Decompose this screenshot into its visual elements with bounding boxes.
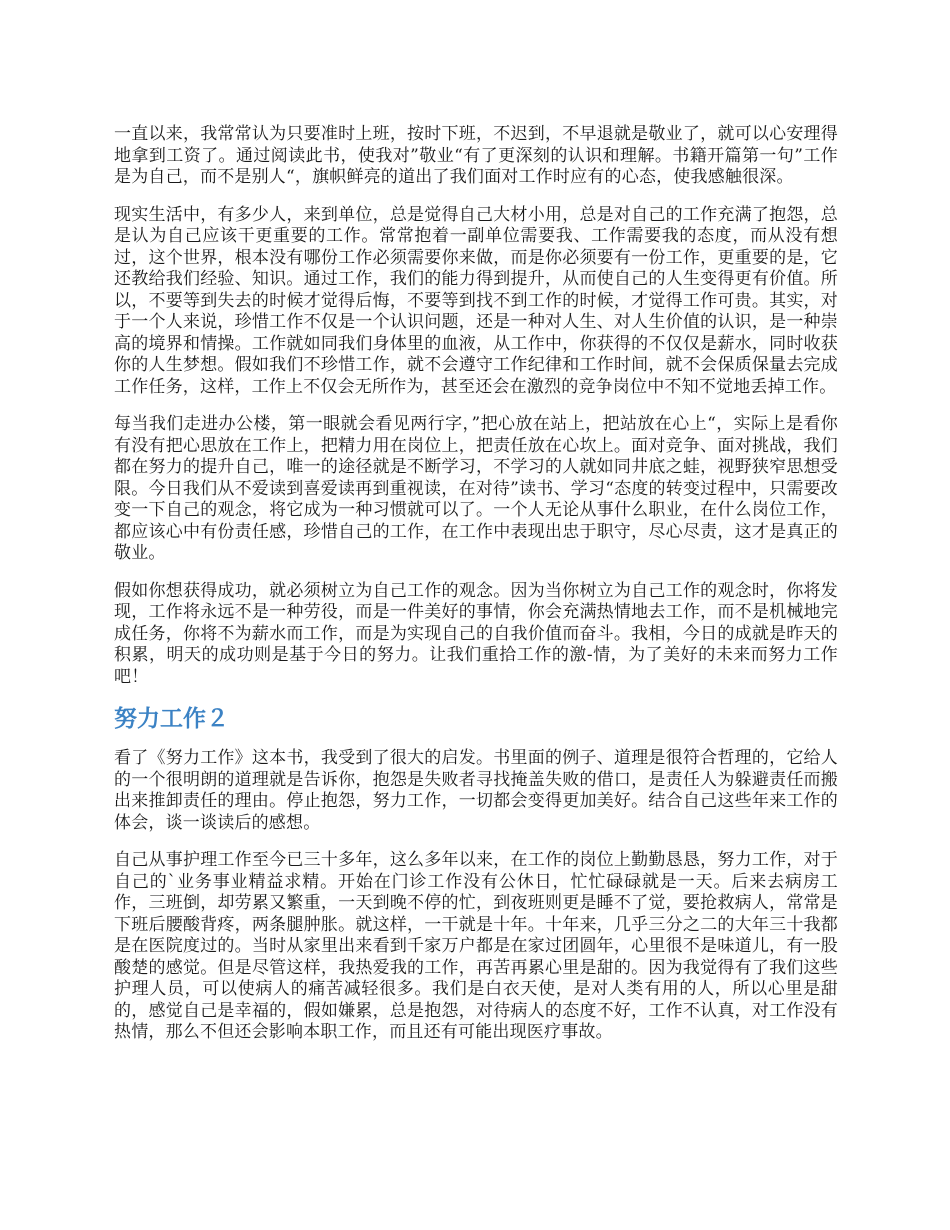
paragraph-4: 假如你想获得成功，就必须树立为自己工作的观念。因为当你树立为自己工作的观念时，你将发现，工作将永远不是一种劳役，而是一件美好的事情，你会充满热情地去工作，而不是机械地完成任务，你将不为薪水而工作，而是为实现自己的自我价值而奋斗。我相，今日的成就是昨天的积累，明天的成功则是基于今日的努力。让我们重拾工作的激-情，为了美好的未来而努力工作吧！ [114,580,838,687]
paragraph-1: 一直以来，我常常认为只要准时上班，按时下班，不迟到，不早退就是敬业了，就可以心安理得地拿到工资了。通过阅读此书，使我对”敬业“有了更深刻的认识和理解。书籍开篇第一句”工作是为自己，而不是别人“，旗帜鲜亮的道出了我们面对工作时应有的心态，使我感触很深。 [114,124,838,187]
paragraph-5: 看了《努力工作》这本书，我受到了很大的启发。书里面的例子、道理是很符合哲理的，它给人的一个很明朗的道理就是告诉你，抱怨是失败者寻找掩盖失败的借口，是责任人为躲避责任而搬出来推卸责任的理由。停止抱怨，努力工作，一切都会变得更加美好。结合自己这些年来工作的体会，谈一谈读后的感想。 [114,748,838,833]
paragraph-2: 现实生活中，有多少人，来到单位，总是觉得自己大材小用，总是对自己的工作充满了抱怨，总是认为自己应该干更重要的工作。常常抱着一副单位需要我、工作需要我的态度，而从没有想过，这个世界，根本没有哪份工作必须需要你来做，而是你必须要有一份工作，更重要的是，它还教给我们经验、知识。通过工作，我们的能力得到提升，从而使自己的人生变得更有价值。所以，不要等到失去的时候才觉得后悔，不要等到找不到工作的时候，才觉得工作可贵。其实，对于一个人来说，珍惜工作不仅是一个认识问题，还是一种对人生、对人生价值的认识，是一种崇高的境界和情操。工作就如同我们身体里的血液，从工作中，你获得的不仅仅是薪水，同时收获你的人生梦想。假如我们不珍惜工作，就不会遵守工作纪律和工作时间，就不会保质保量去完成工作任务，这样，工作上不仅会无所作为，甚至还会在激烈的竞争岗位中不知不觉地丢掉工作。 [114,204,838,397]
paragraph-3: 每当我们走进办公楼，第一眼就会看见两行字，”把心放在站上，把站放在心上“，实际上是看你有没有把心思放在工作上，把精力用在岗位上，把责任放在心坎上。面对竞争、面对挑战，我们都在努力的提升自己，唯一的途径就是不断学习，不学习的人就如同井底之蛙，视野狭窄思想受限。今日我们从不爱读到喜爱读再到重视读，在对待”读书、学习“态度的转变过程中，只需要改变一下自己的观念，将它成为一种习惯就可以了。一个人无论从事什么职业，在什么岗位工作，都应该心中有份责任感，珍惜自己的工作，在工作中表现出忠于职守，尽心尽责，这才是真正的敬业。 [114,414,838,563]
section-heading: 努力工作２ [114,706,229,732]
paragraph-6: 自己从事护理工作至今已三十多年，这么多年以来，在工作的岗位上勤勤恳恳，努力工作，对于自己的`业务事业精益求精。开始在门诊工作没有公休日，忙忙碌碌就是一天。后来去病房工作，三班倒，却劳累又繁重，一天到晚不停的忙，到夜班则更是睡不了觉，要抢救病人，常常是下班后腰酸背疼，两条腿肿胀。就这样，一干就是十年。十年来，几乎三分之二的大年三十我都是在医院度过的。当时从家里出来看到千家万户都是在家过团圆年，心里很不是味道儿，有一股酸楚的感觉。但是尽管这样，我热爱我的工作，再苦再累心里是甜的。因为我觉得有了我们这些护理人员，可以使病人的痛苦减轻很多。我们是白衣天使，是对人类有用的人，所以心里是甜的，感觉自己是幸福的，假如嫌累，总是抱怨，对待病人的态度不好，工作不认真，对工作没有热情，那么不但还会影响本职工作，而且还有可能出现医疗事故。 [114,850,838,1042]
document-page [114,124,838,1060]
